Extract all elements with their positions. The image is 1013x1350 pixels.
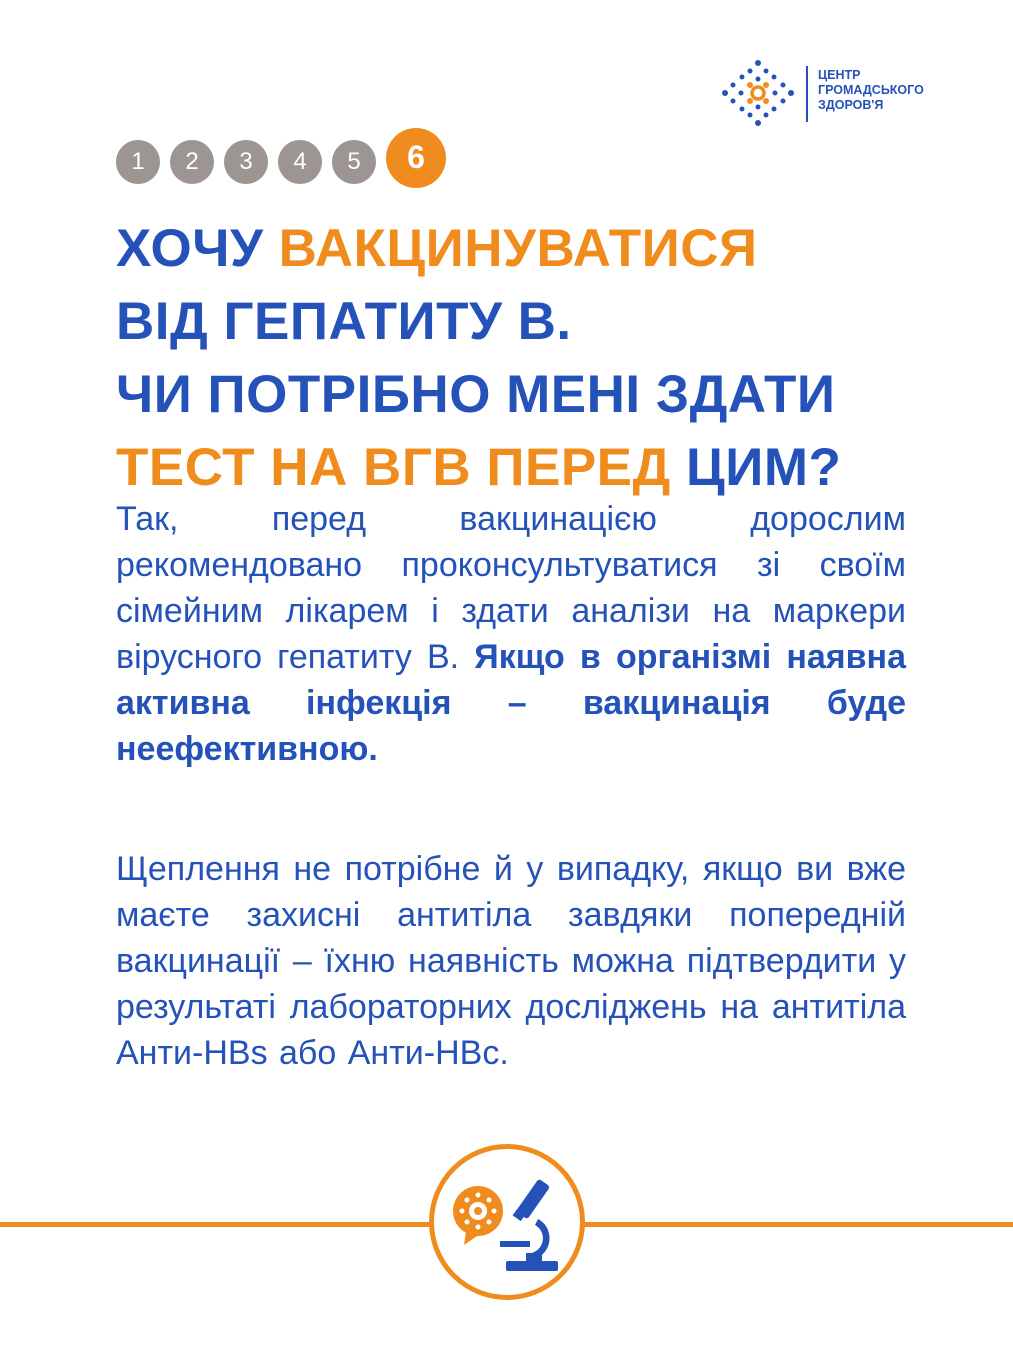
logo-line-2: ГРОМАДСЬКОГО	[818, 83, 924, 97]
logo-line-1: ЦЕНТР	[818, 68, 861, 82]
step-3: 3	[224, 140, 268, 184]
antibodies-paragraph: Щеплення не потрібне й у випадку, якщо ви вже маєте захисні антитіла завдяки попередній вакцинації – їхню наявність можна підтвердити у результаті лабораторних досліджень на антитіла Анти-HBs або Анти-HBc.	[116, 850, 906, 1072]
title-line-2: ВІД ГЕПАТИТУ В.	[116, 292, 572, 351]
title-part-1: ХОЧУ	[116, 219, 279, 278]
step-4: 4	[278, 140, 322, 184]
step-5: 5	[332, 140, 376, 184]
logo-line-3: ЗДОРОВ'Я	[818, 98, 884, 112]
page-title	[116, 212, 916, 504]
step-1: 1	[116, 140, 160, 184]
title-highlight-1: ВАКЦИНУВАТИСЯ	[278, 219, 758, 278]
answer-text: Так, перед вакцинацією дорослим рекомендовано проконсультуватися зі своїм сімейним лікарем і здати аналізи на маркери вірусного гепатиту В.	[116, 500, 906, 676]
emblem	[429, 1144, 585, 1300]
title-part-4: ЦИМ?	[670, 438, 842, 497]
answer-emphasis: Якщо в організмі наявна активна інфекція – вакцинація буде неефективною.	[116, 638, 906, 768]
step-2: 2	[170, 140, 214, 184]
logo-text	[818, 68, 924, 113]
logo-divider	[806, 66, 808, 122]
virus-microscope-icon	[434, 1149, 580, 1295]
dots-flower-icon	[722, 60, 794, 126]
step-6-active: 6	[386, 128, 446, 188]
title-line-3: ЧИ ПОТРІБНО МЕНІ ЗДАТИ	[116, 365, 836, 424]
title-highlight-2: ТЕСТ НА ВГВ ПЕРЕД	[116, 438, 671, 497]
answer-paragraph	[116, 496, 906, 772]
